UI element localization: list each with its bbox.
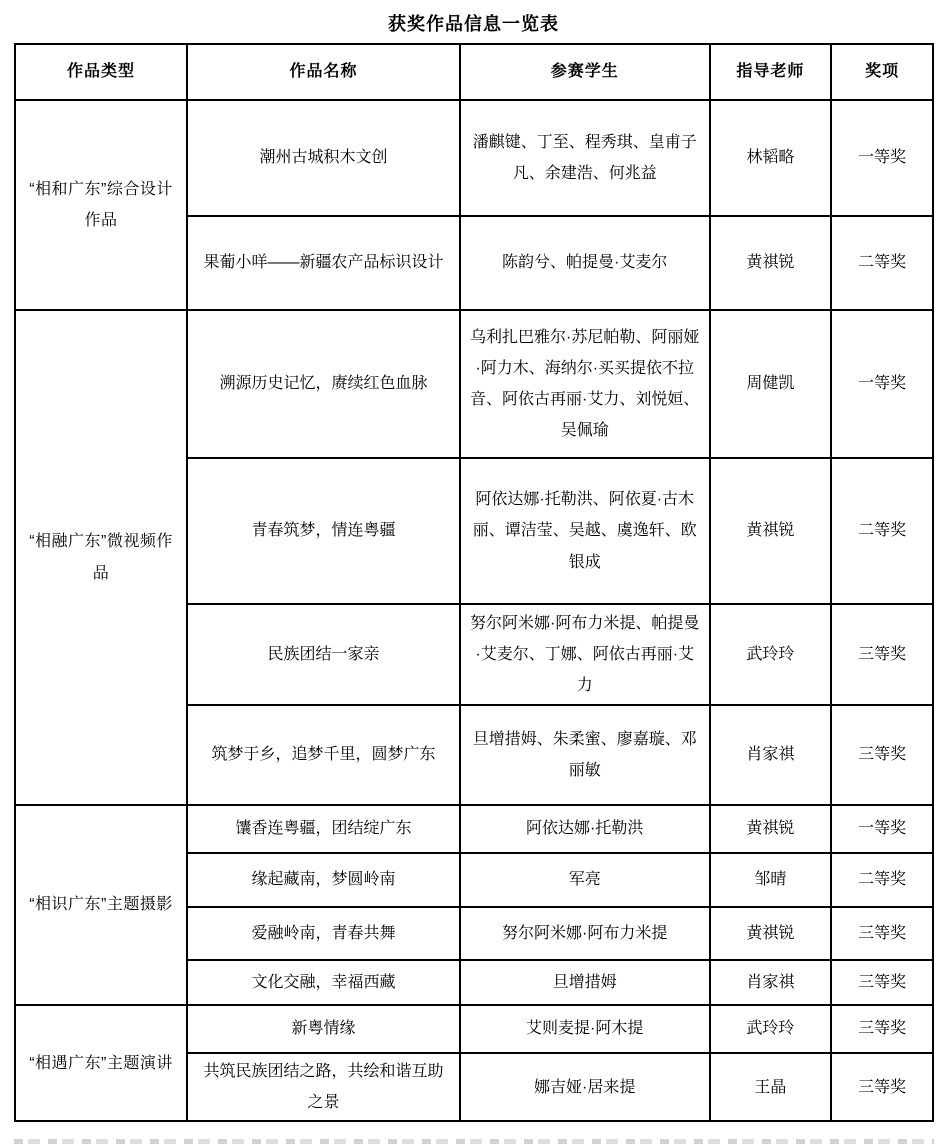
table-row: [15, 310, 933, 458]
teacher: 邹晴: [710, 853, 832, 907]
students: 阿依达娜·托勒洪: [460, 805, 710, 853]
award: 二等奖: [831, 458, 933, 604]
teacher: 肖家祺: [710, 960, 832, 1005]
award: 三等奖: [831, 907, 933, 960]
award: 一等奖: [831, 805, 933, 853]
category-cell-xiangyu: “相遇广东”主题演讲: [15, 1005, 187, 1121]
header-row: [15, 44, 933, 100]
teacher: 武玲玲: [710, 1005, 832, 1053]
students: 军亮: [460, 853, 710, 907]
students: 乌利扎巴雅尔·苏尼帕勒、阿丽娅·阿力木、海纳尔·买买提依不拉音、阿依古再丽·艾力、刘悦姮、吴佩瑜: [460, 310, 710, 458]
students: 努尔阿米娜·阿布力米提: [460, 907, 710, 960]
students: 阿依达娜·托勒洪、阿依夏·古木丽、谭洁莹、吴越、虞逸轩、欧银成: [460, 458, 710, 604]
teacher: 武玲玲: [710, 604, 832, 705]
students: 旦增措姆、朱柔蜜、廖嘉璇、邓丽敏: [460, 705, 710, 805]
category-cell-xianghe: “相和广东”综合设计作品: [15, 100, 187, 310]
students: 陈韵兮、帕提曼·艾麦尔: [460, 216, 710, 310]
teacher: 王晶: [710, 1053, 832, 1121]
col-header-award: 奖项: [831, 44, 933, 100]
award: 三等奖: [831, 960, 933, 1005]
award: 一等奖: [831, 310, 933, 458]
teacher: 周健凯: [710, 310, 832, 458]
teacher: 黄祺锐: [710, 907, 832, 960]
award: 三等奖: [831, 1005, 933, 1053]
table-row: [15, 1005, 933, 1053]
work-name: 青春筑梦，情连粤疆: [187, 458, 460, 604]
teacher: 黄祺锐: [710, 805, 832, 853]
work-name: 民族团结一家亲: [187, 604, 460, 705]
work-name: 馕香连粤疆，团结绽广东: [187, 805, 460, 853]
page-title: 获奖作品信息一览表: [388, 14, 559, 34]
work-name: 爱融岭南，青春共舞: [187, 907, 460, 960]
award: 二等奖: [831, 853, 933, 907]
work-name: 共筑民族团结之路，共绘和谐互助之景: [187, 1053, 460, 1121]
award: 三等奖: [831, 705, 933, 805]
col-header-work-name: 作品名称: [187, 44, 460, 100]
students: 努尔阿米娜·阿布力米提、帕提曼·艾麦尔、丁娜、阿依古再丽·艾力: [460, 604, 710, 705]
teacher: 肖家祺: [710, 705, 832, 805]
work-name: 潮州古城积木文创: [187, 100, 460, 216]
work-name: 筑梦于乡，追梦千里，圆梦广东: [187, 705, 460, 805]
table-row: [15, 805, 933, 853]
students: 艾则麦提·阿木提: [460, 1005, 710, 1053]
students: 娜吉娅·居来提: [460, 1053, 710, 1121]
work-name: 文化交融，幸福西藏: [187, 960, 460, 1005]
work-name: 果葡小咩——新疆农产品标识设计: [187, 216, 460, 310]
category-cell-xiangshi: “相识广东”主题摄影: [15, 805, 187, 1005]
table-row: [15, 100, 933, 216]
teacher: 林韬略: [710, 100, 832, 216]
awards-table: [14, 43, 934, 1122]
cropped-text-remnant: [14, 1139, 934, 1144]
teacher: 黄祺锐: [710, 458, 832, 604]
work-name: 缘起藏南，梦圆岭南: [187, 853, 460, 907]
teacher: 黄祺锐: [710, 216, 832, 310]
col-header-work-type: 作品类型: [15, 44, 187, 100]
students: 旦增措姆: [460, 960, 710, 1005]
work-name: 溯源历史记忆，赓续红色血脉: [187, 310, 460, 458]
award: 三等奖: [831, 1053, 933, 1121]
work-name: 新粤情缘: [187, 1005, 460, 1053]
award: 三等奖: [831, 604, 933, 705]
col-header-students: 参赛学生: [460, 44, 710, 100]
award: 一等奖: [831, 100, 933, 216]
students: 潘麒键、丁至、程秀琪、皇甫子凡、余建浩、何兆益: [460, 100, 710, 216]
col-header-teacher: 指导老师: [710, 44, 832, 100]
award: 二等奖: [831, 216, 933, 310]
category-cell-xiangrong: “相融广东”微视频作品: [15, 310, 187, 805]
